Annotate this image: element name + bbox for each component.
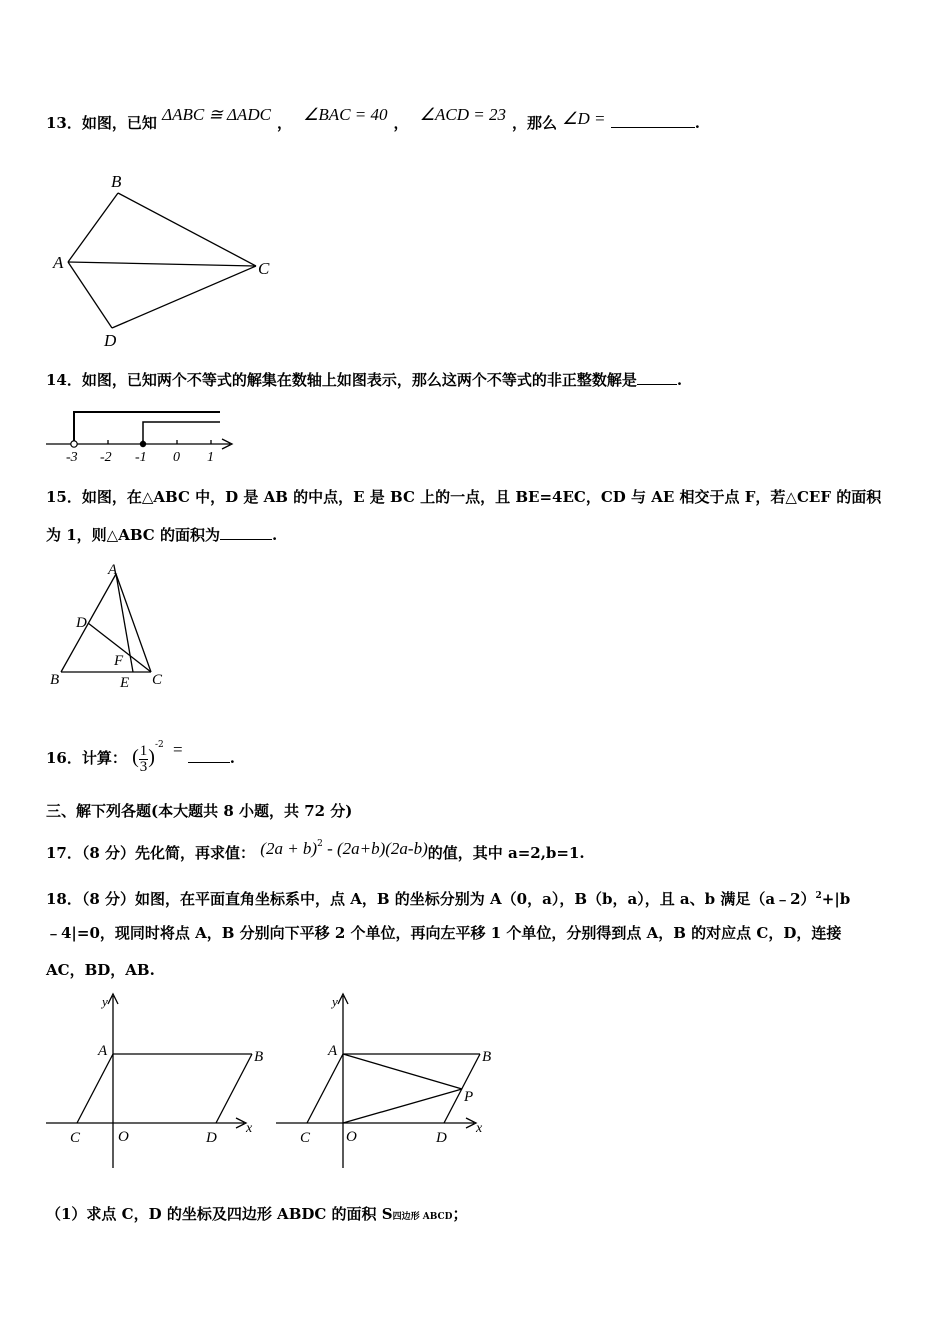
label-d: D xyxy=(104,331,117,350)
numerator: 1 xyxy=(139,742,148,759)
section-title: 三、解下列各题(本大题共 8 小题，共 72 分) xyxy=(46,802,353,820)
punctuation: . xyxy=(229,749,236,767)
angle-d-expression: ∠D = xyxy=(562,109,606,128)
right-paren: ) xyxy=(148,746,155,768)
label-p: P xyxy=(464,1089,474,1105)
segment-bd xyxy=(216,1054,252,1123)
segment-ac xyxy=(68,262,256,266)
tick-label: -3 xyxy=(66,450,78,465)
label-y: y xyxy=(332,994,338,1009)
question-18-part-1 xyxy=(46,1204,467,1227)
denominator: 3 xyxy=(139,758,148,775)
question-18-line-2 xyxy=(46,923,841,943)
label-a: A xyxy=(108,562,118,578)
label-e: E xyxy=(120,675,130,691)
question-text: 如图，已知 xyxy=(81,114,157,132)
question-13 xyxy=(46,105,700,133)
label-c: C xyxy=(300,1130,311,1146)
label-c: C xyxy=(258,259,270,278)
segment-ac xyxy=(307,1054,343,1123)
exponent: 2 xyxy=(815,891,822,901)
angle-acd-expression: ∠ACD = 23 xyxy=(419,105,506,124)
question-15-line-1 xyxy=(46,487,881,507)
figure-18-right-coordinate-plane xyxy=(270,990,500,1170)
label-d: D xyxy=(76,615,87,631)
punctuation: ， xyxy=(276,114,292,132)
tick-label: -2 xyxy=(100,450,112,465)
label-a: A xyxy=(98,1043,108,1059)
label-c: C xyxy=(70,1130,81,1146)
label-y: y xyxy=(102,994,108,1009)
question-text: 16．计算： xyxy=(46,749,127,767)
punctuation: . xyxy=(676,371,683,389)
question-text: （1）求点 C，D 的坐标及四边形 ABDC 的面积 S xyxy=(46,1205,393,1223)
tick-label: 1 xyxy=(207,450,214,465)
question-text: 17．（8 分）先化简，再求值： xyxy=(46,844,256,862)
figure-13-quadrilateral xyxy=(48,170,288,355)
tick-label: 0 xyxy=(173,450,180,465)
answer-blank xyxy=(188,748,230,763)
question-15-line-2 xyxy=(46,525,277,545)
congruence-expression: ΔABC ≅ ΔADC xyxy=(162,105,271,124)
answer-blank xyxy=(220,525,272,540)
question-14 xyxy=(46,370,682,390)
fraction-one-third xyxy=(139,744,149,775)
subscript: 四边形 ABCD xyxy=(392,1212,453,1222)
label-c: C xyxy=(152,672,163,688)
question-text: 为 1，则△ABC 的面积为 xyxy=(46,526,220,544)
label-b: B xyxy=(482,1049,492,1065)
segment-op xyxy=(343,1089,462,1123)
question-text: 15．如图，在△ABC 中，D 是 AB 的中点，E 是 BC 上的一点，且 BE=4EC，CD 与 AE 相交于点 F，若△CEF 的面积 xyxy=(46,488,882,506)
segment-dc xyxy=(112,266,256,328)
punctuation: . xyxy=(271,526,278,544)
angle-bac-expression: ∠BAC = 40 xyxy=(303,105,388,124)
question-number: 13． xyxy=(46,114,82,132)
question-16 xyxy=(46,738,236,775)
label-a: A xyxy=(53,253,64,272)
punctuation: . xyxy=(694,114,700,132)
label-b: B xyxy=(50,672,60,688)
segment-ac xyxy=(77,1054,113,1123)
question-text: ﹣4|=0，现同时将点 A，B 分别向下平移 2 个单位，再向左平移 1 个单位，分别得到点 A，B 的对应点 C，D，连接 xyxy=(46,924,842,942)
label-o: O xyxy=(118,1129,129,1145)
figure-14-number-line xyxy=(44,406,244,468)
solution-set-2 xyxy=(143,422,220,444)
label-o: O xyxy=(346,1129,357,1145)
question-18-line-1 xyxy=(46,886,850,909)
section-3-heading xyxy=(46,801,352,821)
expression-square: (2a + b) xyxy=(260,839,318,858)
question-18-line-3 xyxy=(46,960,155,980)
label-d: D xyxy=(436,1130,447,1146)
label-b: B xyxy=(254,1049,264,1065)
equals-sign: = xyxy=(172,740,183,759)
segment-ad xyxy=(68,262,112,328)
segment-ab xyxy=(68,193,118,262)
answer-blank xyxy=(611,113,695,128)
label-f: F xyxy=(114,653,124,669)
exponent: -2 xyxy=(154,740,164,750)
left-paren: ( xyxy=(132,746,139,768)
segment-bc xyxy=(118,193,256,266)
figure-18-left-coordinate-plane xyxy=(40,990,264,1170)
question-17 xyxy=(46,840,585,863)
label-a: A xyxy=(328,1043,338,1059)
expression-product: - (2a+b)(2a-b) xyxy=(322,839,428,858)
answer-blank xyxy=(637,370,677,385)
label-x: x xyxy=(246,1121,253,1136)
figure-15-triangle xyxy=(46,560,176,695)
solution-set-1 xyxy=(74,412,220,444)
question-text: +|b xyxy=(821,890,851,908)
label-x: x xyxy=(476,1121,483,1136)
question-text: 14．如图，已知两个不等式的解集在数轴上如图表示，那么这两个不等式的非正整数解是 xyxy=(46,371,637,389)
tick-label: -1 xyxy=(135,450,147,465)
open-point xyxy=(71,441,77,447)
question-text: ，那么 xyxy=(511,114,557,132)
question-text: 的值，其中 a=2,b=1. xyxy=(427,844,585,862)
exponent: 2 xyxy=(317,839,323,849)
punctuation: ， xyxy=(393,114,409,132)
question-text: AC，BD，AB. xyxy=(46,961,155,979)
closed-point xyxy=(140,441,146,447)
question-text: 18．（8 分）如图，在平面直角坐标系中，点 A，B 的坐标分别为 A（0，a），B（b，a），且 a、b 满足（a﹣2） xyxy=(46,890,816,908)
label-d: D xyxy=(206,1130,217,1146)
punctuation: ； xyxy=(452,1205,468,1223)
label-b: B xyxy=(111,172,122,191)
segment-ap xyxy=(343,1054,462,1089)
